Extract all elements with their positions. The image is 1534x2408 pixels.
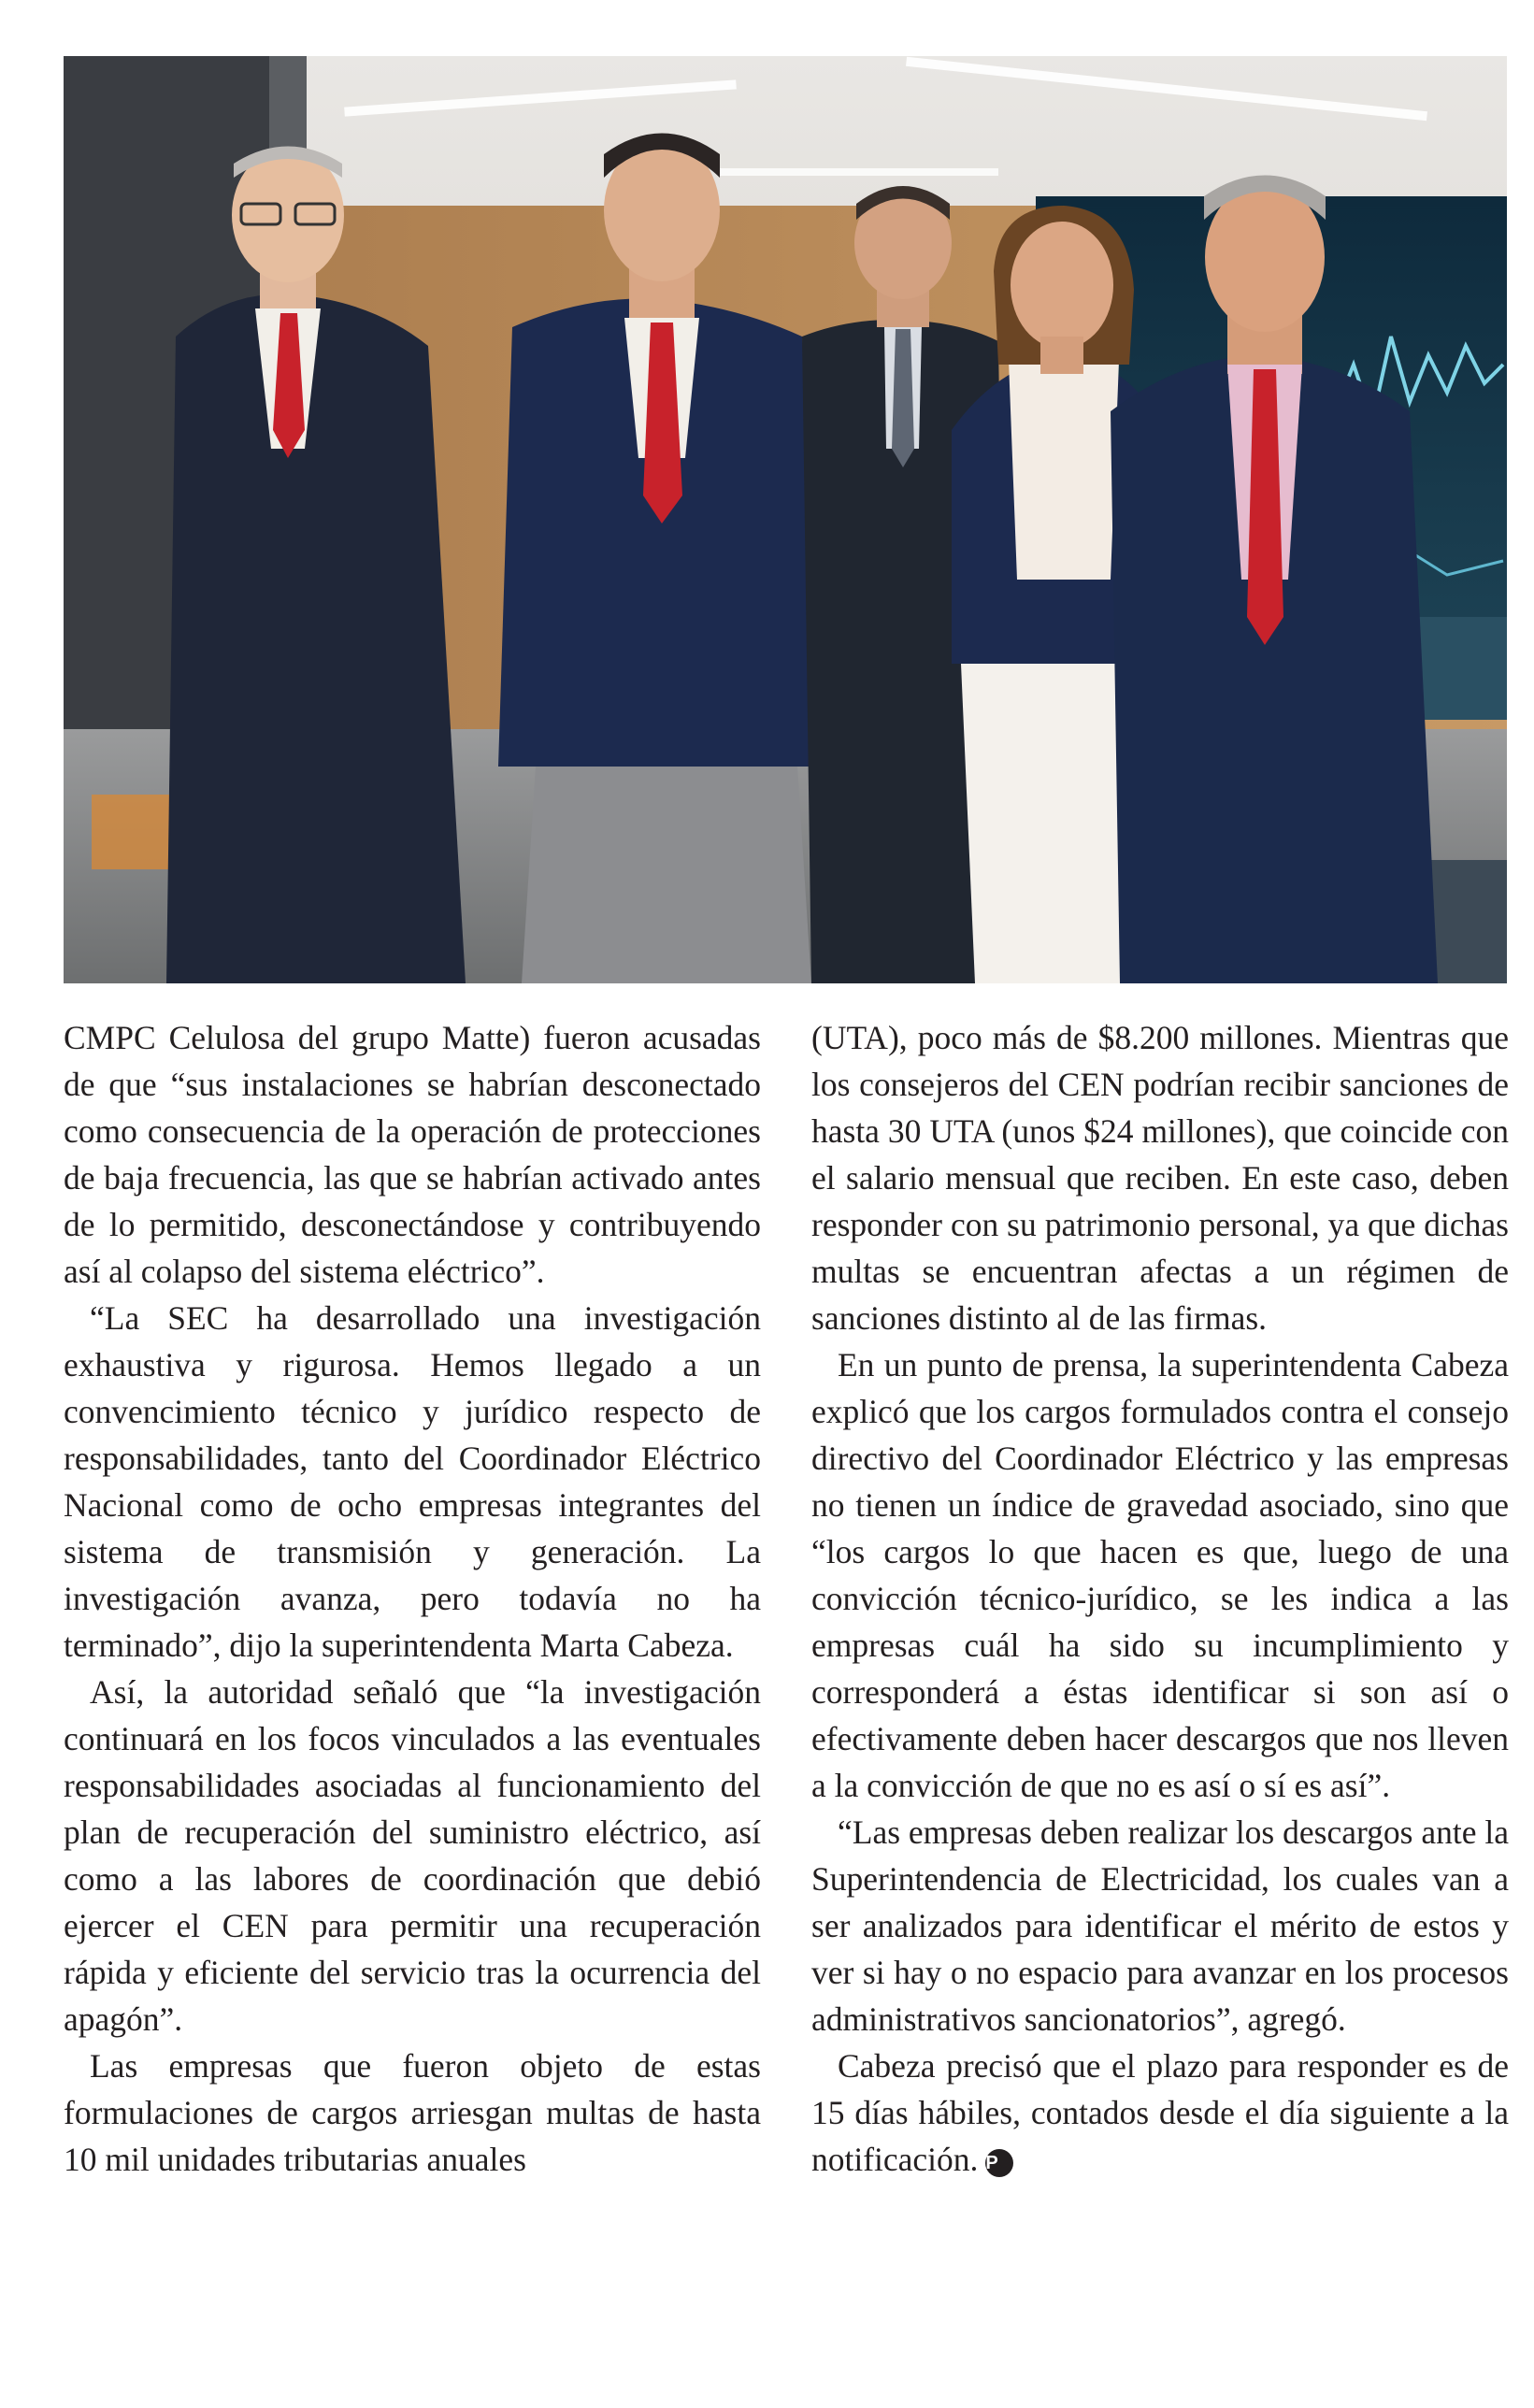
article-paragraph: En un punto de prensa, la superintendenta Cabeza explicó que los cargos formulados contra el consejo directivo del Coordinador Eléctrico y las empresas no tienen un índice de gravedad asociado, sino que “los cargos lo que hacen es que, luego de una convicción técnico-jurídico, se les indica a las empresas cuál ha sido su incumplimiento y corresponderá a éstas identificar si son así o efectivamente deben hacer descargos que nos lleven a la convicción de que no es así o sí es así”. — [811, 1346, 1509, 1804]
article-paragraph-text: Cabeza precisó que el plazo para responder es de 15 días hábiles, contados desde el día siguiente a la notificación. — [811, 2047, 1509, 2178]
end-of-article-icon: P — [985, 2149, 1013, 2177]
group-portrait-photo — [64, 56, 1507, 983]
article-paragraph: CMPC Celulosa del grupo Matte) fueron acusadas de que “sus instalaciones se habrían desconectado como consecuencia de la operación de protecciones de baja frecuencia, las que se habrían activado antes de lo permitido, desconectándose y contribuyendo así al colapso del sistema eléctrico”. — [64, 1019, 761, 1290]
article-paragraph: Así, la autoridad señaló que “la investigación continuará en los focos vinculados a las eventuales responsabilidades asociadas al funcionamiento del plan de recuperación del suministro eléctrico, así como a las labores de coordinación que debió ejercer el CEN para permitir una recuperación rápida y eficiente del servicio tras la ocurrencia del apagón”. — [64, 1673, 761, 2038]
article-paragraph-last — [811, 2042, 1509, 2183]
group-portrait-illustration — [64, 56, 1507, 983]
article-paragraph: “La SEC ha desarrollado una investigación exhaustiva y rigurosa. Hemos llegado a un convencimiento técnico y jurídico respecto de responsabilidades, tanto del Coordinador Eléctrico Nacional como de ocho empresas integrantes del sistema de transmisión y generación. La investigación avanza, pero todavía no ha terminado”, dijo la superintendenta Marta Cabeza. — [64, 1299, 761, 1664]
article-column-left — [64, 1014, 761, 2183]
article-paragraph: “Las empresas deben realizar los descargos ante la Superintendencia de Electricidad, los cuales van a ser analizados para identificar el mérito de estos y ver si hay o no espacio para avanzar en los procesos administrativos sancionatorios”, agregó. — [811, 1813, 1509, 2038]
article-column-right — [811, 1014, 1509, 2183]
article-paragraph: (UTA), poco más de $8.200 millones. Mientras que los consejeros del CEN podrían recibir sanciones de hasta 30 UTA (unos $24 millones), que coincide con el salario mensual que reciben. En este caso, deben responder con su patrimonio personal, ya que dichas multas se encuentran afectas a un régimen de sanciones distinto al de las firmas. — [811, 1019, 1509, 1337]
article-paragraph: Las empresas que fueron objeto de estas formulaciones de cargos arriesgan multas de hasta 10 mil unidades tributarias anuales — [64, 2047, 761, 2178]
